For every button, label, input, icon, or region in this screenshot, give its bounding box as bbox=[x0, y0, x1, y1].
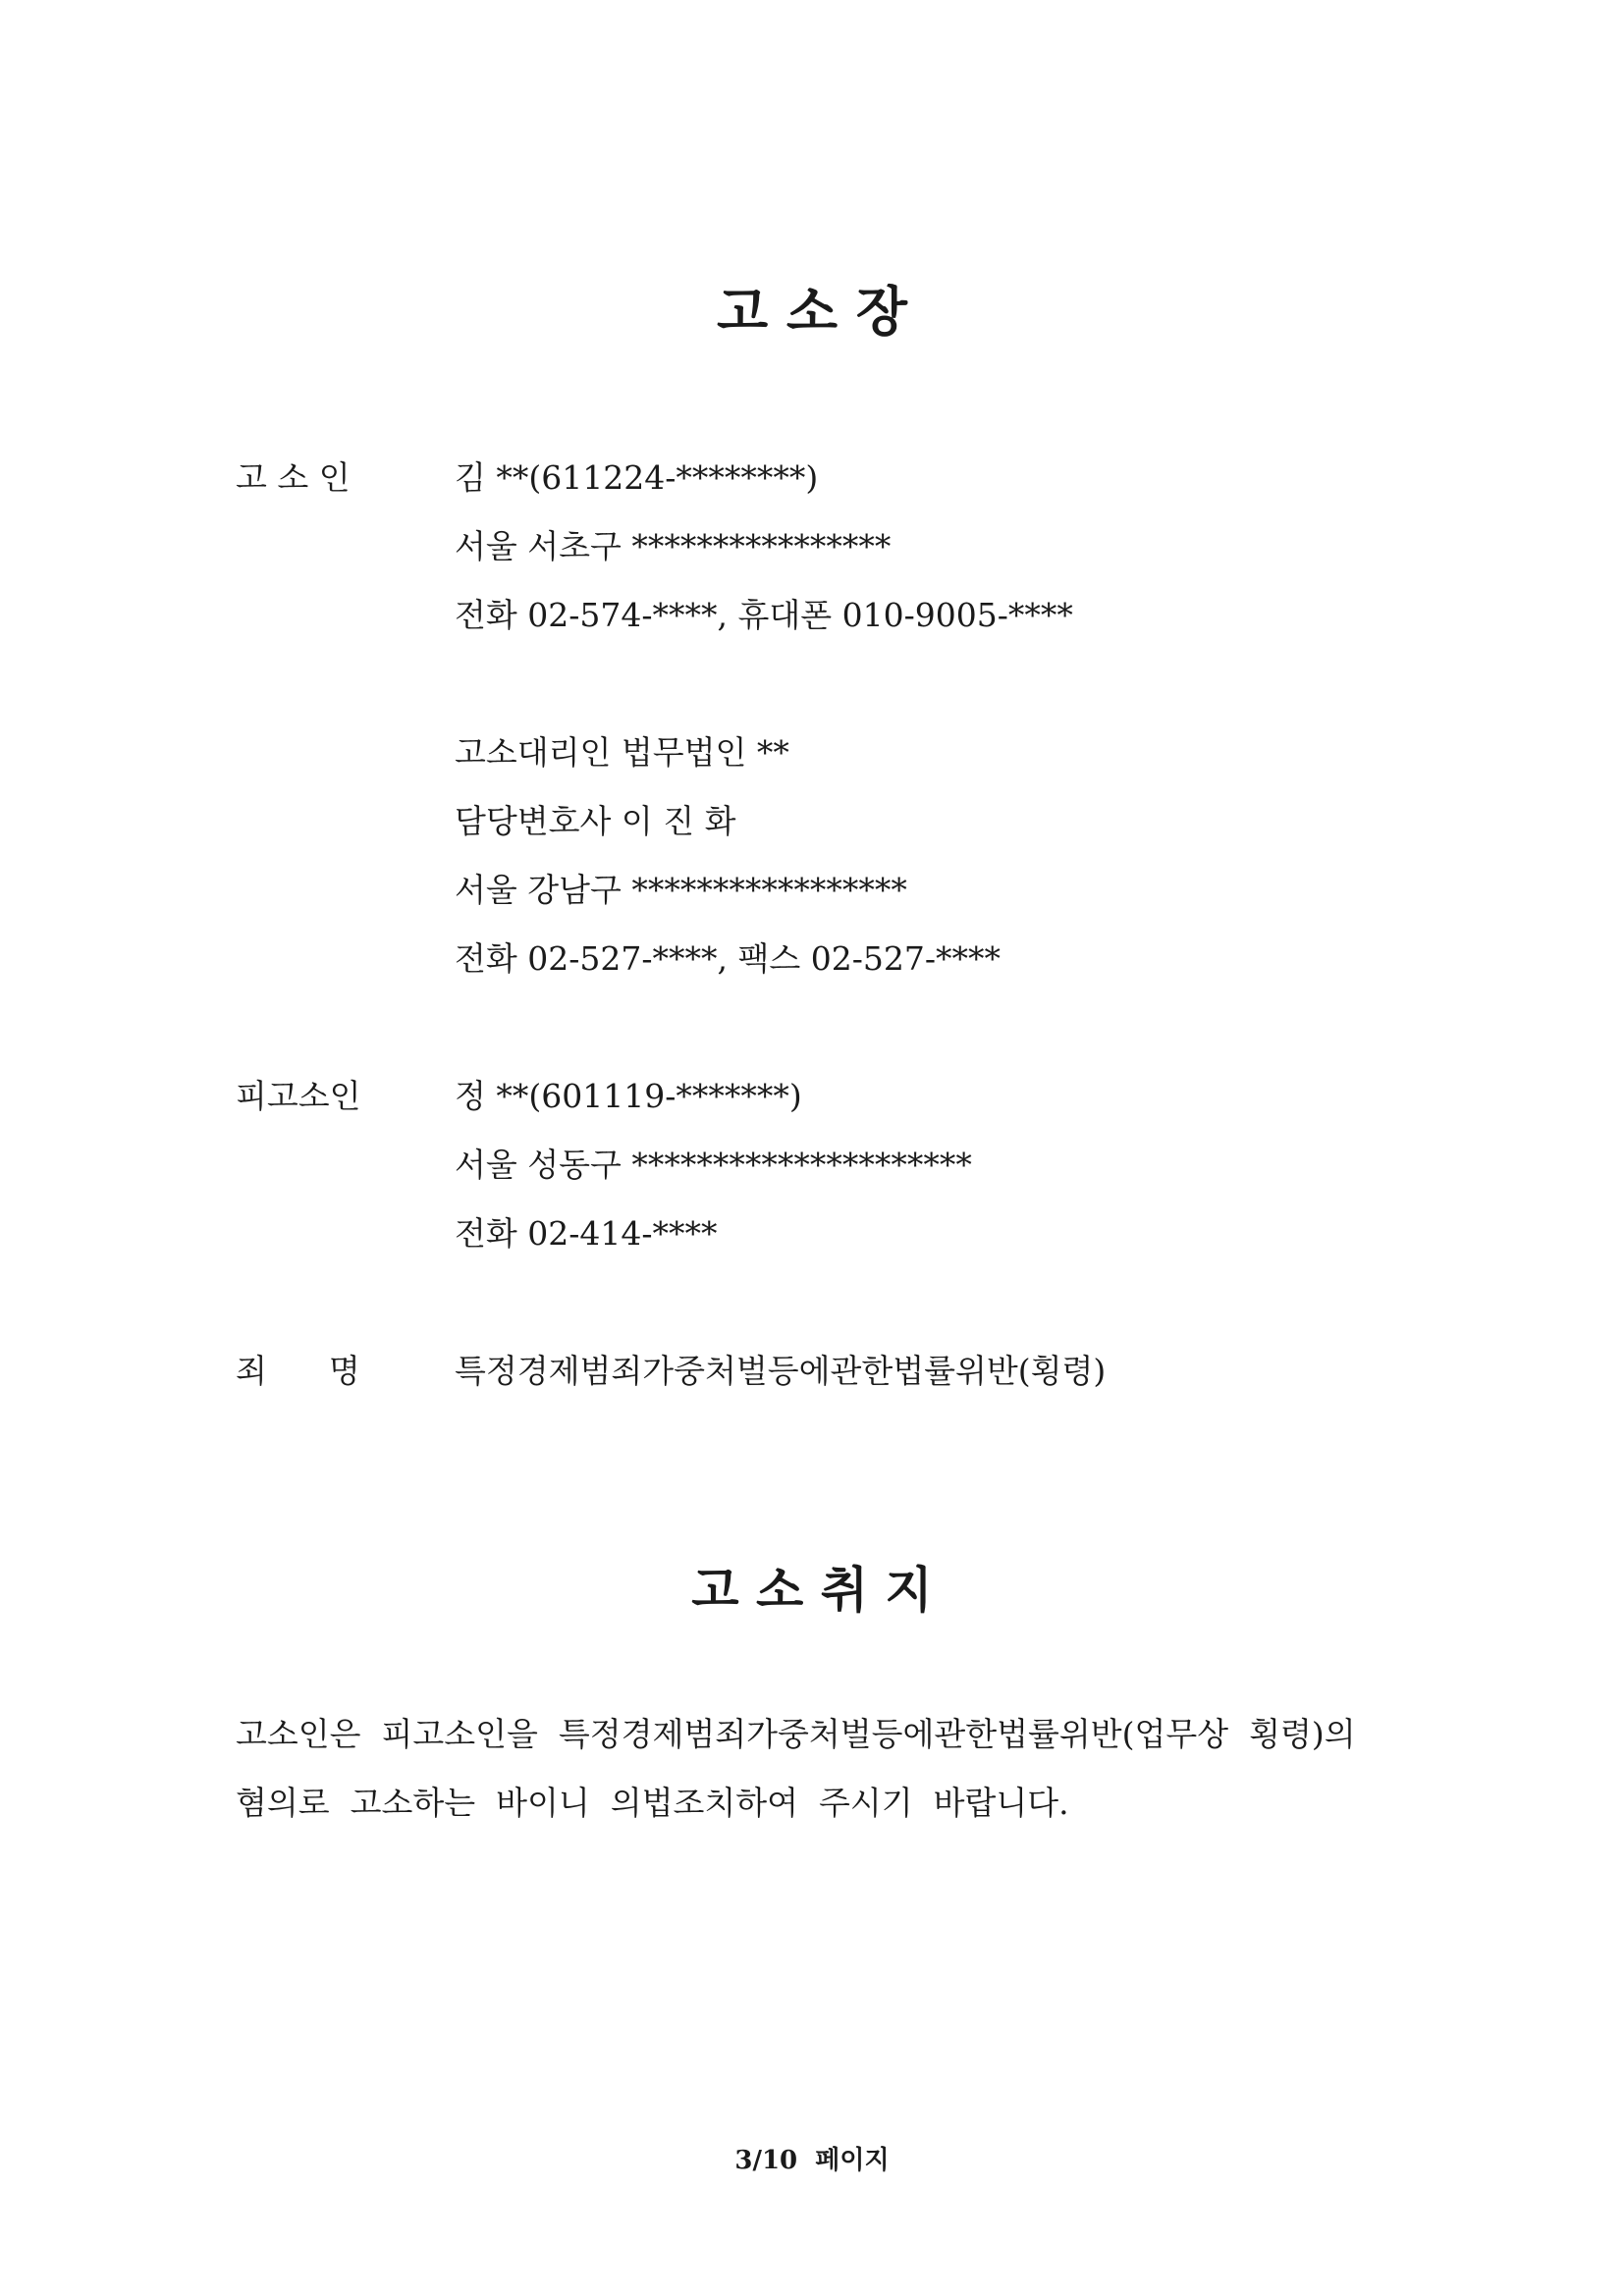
charge-value: 특정경제범죄가중처벌등에관한법률위반(횡령) bbox=[455, 1352, 1107, 1390]
complainant-label: 고 소 인 bbox=[236, 458, 351, 497]
complainant-address: 서울 서초구 **************** bbox=[455, 527, 892, 565]
accused-name: 정 **(601119-*******) bbox=[455, 1077, 802, 1115]
attorney-lawyer: 담당변호사 이 진 화 bbox=[455, 802, 736, 840]
accused-address: 서울 성동구 ********************* bbox=[455, 1146, 972, 1184]
charge-label: 죄 명 bbox=[236, 1352, 360, 1390]
purpose-title: 고 소 취 지 bbox=[691, 1562, 933, 1619]
complainant-phone: 전화 02-574-****, 휴대폰 010-9005-**** bbox=[455, 596, 1073, 634]
document-title: 고 소 장 bbox=[716, 281, 908, 343]
purpose-line-1: 고소인은 피고소인을 특정경제범죄가중처벌등에관한법률위반(업무상 횡령)의 bbox=[236, 1715, 1356, 1753]
attorney-address: 서울 강남구 ***************** bbox=[455, 871, 907, 909]
attorney-phone-fax: 전화 02-527-****, 팩스 02-527-**** bbox=[455, 939, 1001, 978]
accused-phone: 전화 02-414-**** bbox=[455, 1214, 718, 1253]
accused-label: 피고소인 bbox=[236, 1077, 361, 1115]
complainant-name: 김 **(611224-********) bbox=[455, 458, 819, 497]
attorney-firm: 고소대리인 법무법인 ** bbox=[455, 733, 789, 772]
purpose-line-2: 혐의로 고소하는 바이니 의법조치하여 주시기 바랍니다. bbox=[236, 1784, 1069, 1822]
page-number: 3/10 페이지 bbox=[734, 2146, 890, 2175]
